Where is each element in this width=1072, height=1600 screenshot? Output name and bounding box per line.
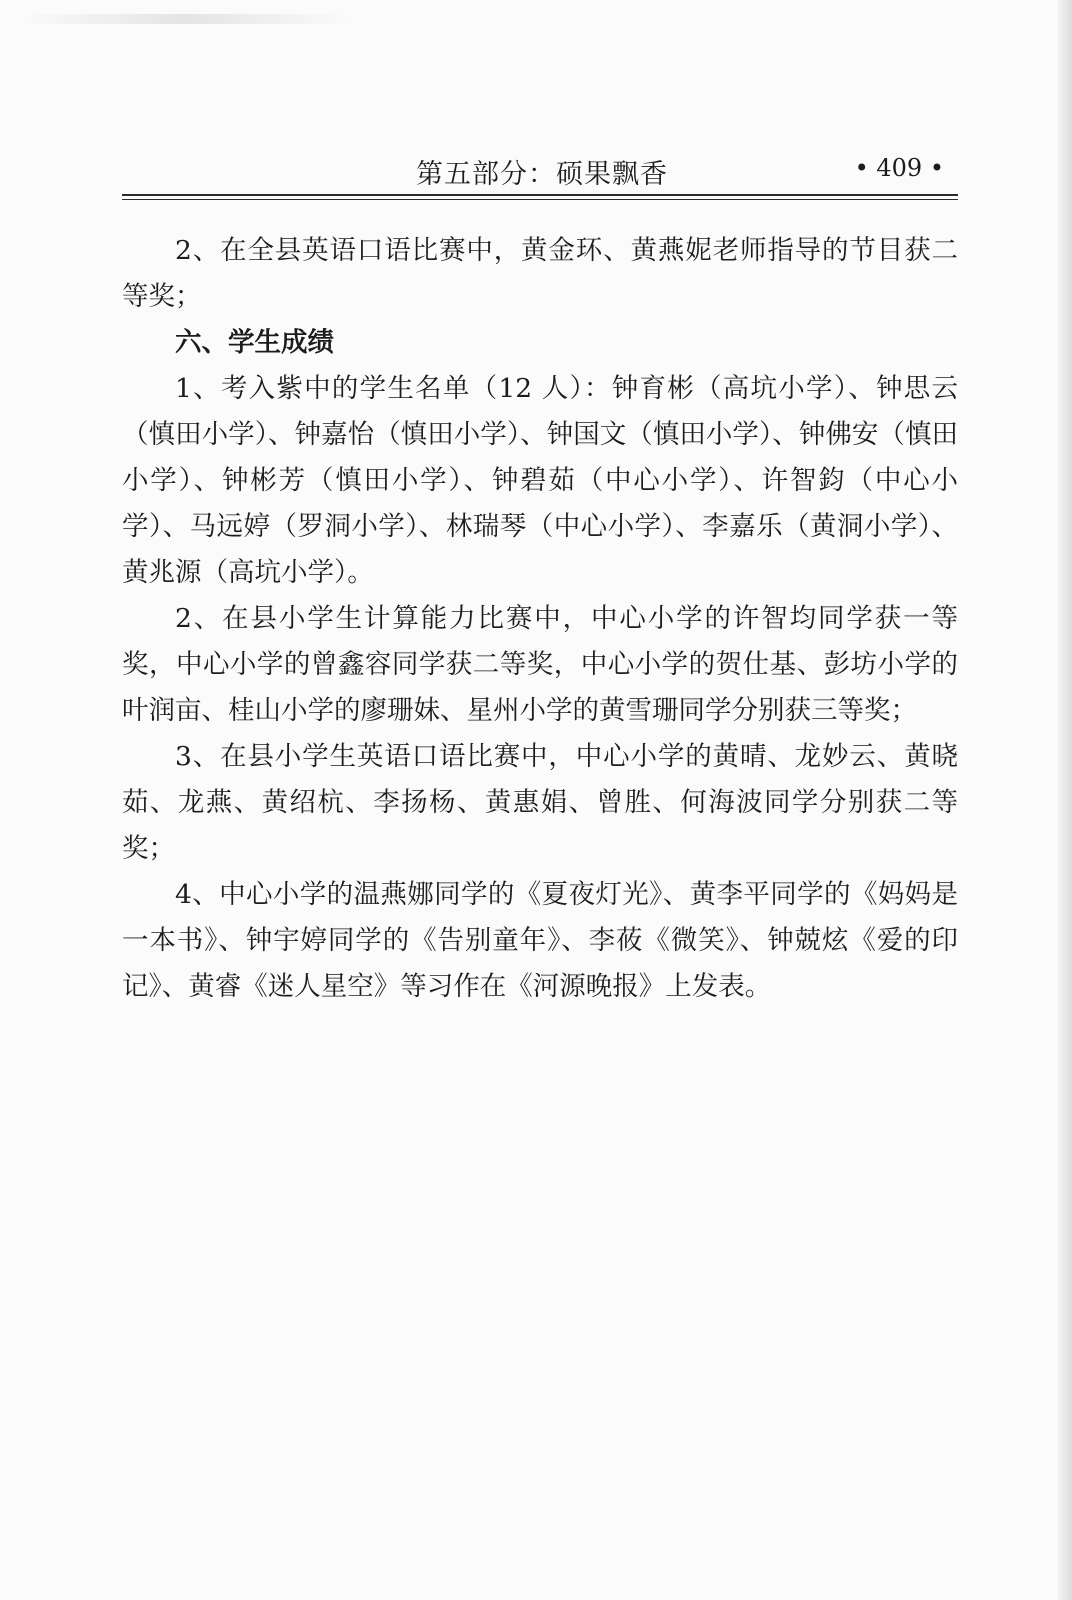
paragraph: 4、中心小学的温燕娜同学的《夏夜灯光》、黄李平同学的《妈妈是一本书》、钟宇婷同学的《告别童年》、李莜《微笑》、钟兢炫《爱的印记》、黄睿《迷人星空》等习作在《河源晚报》上发表。 bbox=[122, 879, 958, 1002]
header-rule-thick bbox=[122, 194, 958, 196]
body-text bbox=[122, 228, 958, 1010]
page-number: • 409 • bbox=[854, 154, 944, 182]
header-title: 第五部分：硕果飘香 bbox=[416, 159, 668, 190]
paragraph: 2、在全县英语口语比赛中，黄金环、黄燕妮老师指导的节目获二等奖； bbox=[122, 235, 958, 312]
running-header bbox=[122, 152, 958, 192]
scan-smudge bbox=[20, 14, 350, 24]
paragraph: 3、在县小学生英语口语比赛中，中心小学的黄晴、龙妙云、黄晓茹、龙燕、黄绍杭、李扬杨、黄惠娟、曾胜、何海波同学分别获二等奖； bbox=[122, 741, 958, 864]
section-heading: 六、学生成绩 bbox=[175, 327, 334, 358]
paragraph: 2、在县小学生计算能力比赛中，中心小学的许智均同学获一等奖，中心小学的曾鑫容同学获二等奖，中心小学的贺仕基、彭坊小学的叶润亩、桂山小学的廖珊妹、星州小学的黄雪珊同学分别获三等奖； bbox=[122, 603, 958, 726]
paragraph: 1、考入紫中的学生名单（12 人）：钟育彬（高坑小学）、钟思云（慎田小学）、钟嘉怡（慎田小学）、钟国文（慎田小学）、钟佛安（慎田小学）、钟彬芳（慎田小学）、钟碧茹（中心小学）、许智鈞（中心小学）、马远婷（罗洞小学）、林瑞琴（中心小学）、李嘉乐（黄洞小学）、黄兆源（高坑小学）。 bbox=[122, 373, 958, 588]
header-rule-thin bbox=[122, 199, 958, 200]
page-edge-shadow bbox=[1058, 0, 1072, 1600]
